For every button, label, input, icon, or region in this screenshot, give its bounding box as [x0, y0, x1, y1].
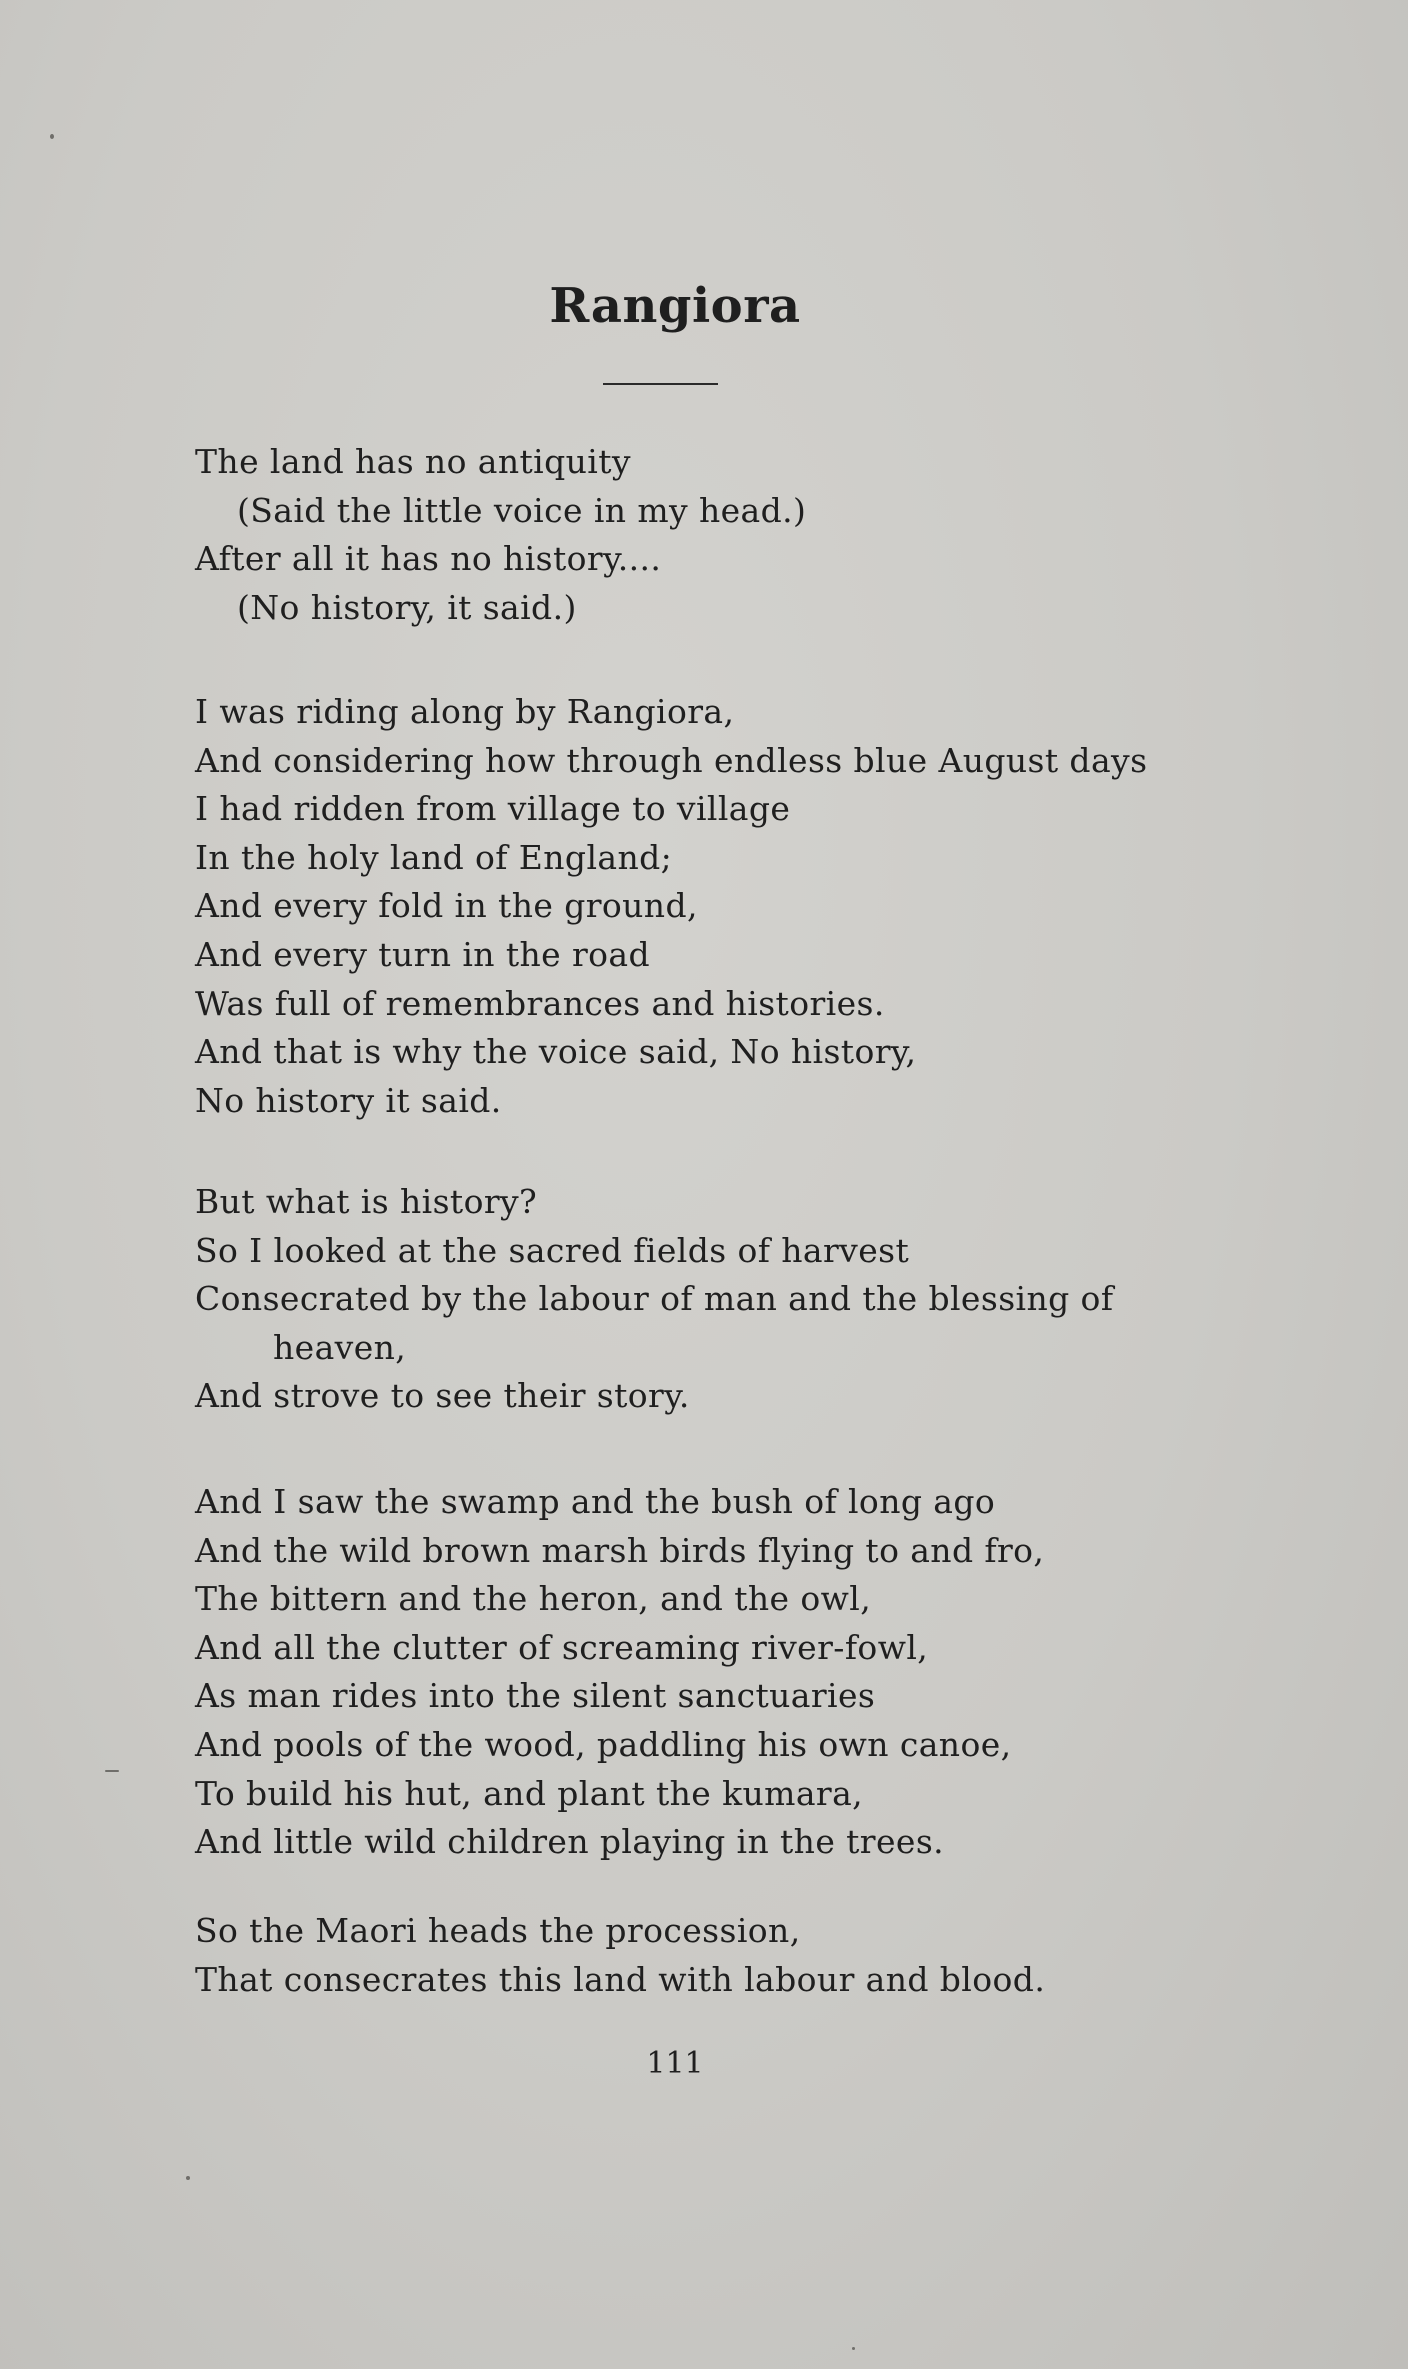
stanza-5	[195, 1907, 1045, 2004]
poem-line: And that is why the voice said, No history,	[195, 1032, 917, 1072]
poem-line: As man rides into the silent sanctuaries	[195, 1676, 876, 1716]
paper-speck	[852, 2347, 855, 2350]
poem-line: I was riding along by Rangiora,	[195, 692, 735, 731]
poem-line: And pools of the wood, paddling his own canoe,	[195, 1724, 1012, 1764]
poem-line: (No history, it said.)	[237, 587, 577, 627]
paper-speck	[105, 1770, 119, 1772]
poem-line: And all the clutter of screaming river-fowl,	[195, 1627, 929, 1667]
poem-line: And every fold in the ground,	[195, 886, 698, 926]
poem-line: And strove to see their story.	[195, 1376, 690, 1416]
stanza-4	[195, 1478, 1044, 1867]
poem-line: heaven,	[273, 1327, 407, 1367]
poem-line: The bittern and the heron, and the owl,	[195, 1579, 872, 1619]
poem-line: No history it said.	[195, 1080, 502, 1120]
poem-line: I had ridden from village to village	[195, 789, 791, 829]
poem-line: Consecrated by the labour of man and the blessing of	[195, 1279, 1114, 1319]
poem-title: Rangiora	[549, 278, 801, 334]
poem-line: Was full of remembrances and histories.	[195, 983, 885, 1023]
poem-line: And I saw the swamp and the bush of long ago	[195, 1482, 996, 1521]
poem-line: So I looked at the sacred fields of harvest	[195, 1230, 910, 1270]
stanza-3	[195, 1178, 1113, 1421]
poem-line: And little wild children playing in the trees.	[195, 1822, 945, 1862]
poem-line: That consecrates this land with labour and blood.	[195, 1959, 1046, 1999]
title-rule	[603, 383, 718, 385]
poem-line: To build his hut, and plant the kumara,	[195, 1773, 864, 1813]
stanza-2	[195, 688, 1147, 1125]
poem-line: But what is history?	[195, 1182, 538, 1221]
page-number: 111	[646, 2046, 704, 2081]
poem-line: In the holy land of England;	[195, 837, 673, 877]
poem-line: And the wild brown marsh birds flying to and fro,	[195, 1530, 1045, 1570]
poem-line: After all it has no history....	[195, 539, 662, 579]
poem-line: The land has no antiquity	[195, 442, 631, 481]
paper-speck	[186, 2176, 190, 2180]
stanza-1	[195, 438, 806, 632]
paper-speck	[50, 134, 54, 139]
poem-line: So the Maori heads the procession,	[195, 1911, 801, 1950]
poem-line: And considering how through endless blue August days	[195, 740, 1148, 780]
poem-line: And every turn in the road	[195, 934, 651, 974]
poem-line: (Said the little voice in my head.)	[237, 490, 807, 530]
